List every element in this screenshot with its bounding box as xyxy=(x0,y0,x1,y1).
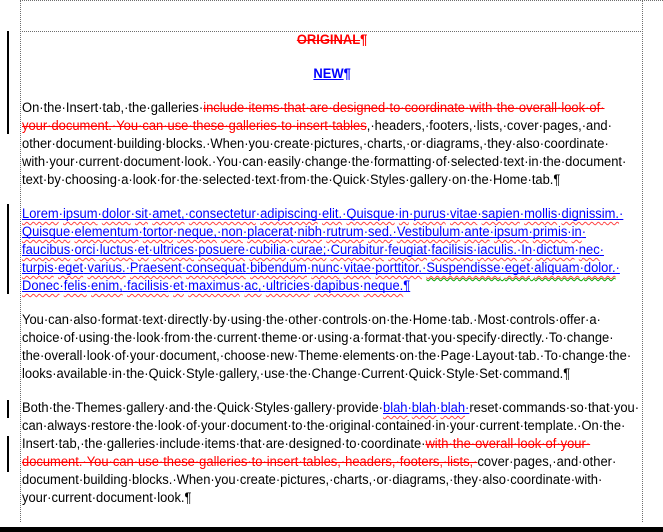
text-run: Curabitur xyxy=(330,242,384,258)
text-run: Quisque xyxy=(346,206,395,222)
text-run: non xyxy=(221,224,243,240)
text-run: Both·the·Themes·gallery·and·the·Quick·Styles·gallery·provide· xyxy=(22,400,383,416)
text-run: Lorem·ipsum·dolor·sit·amet,·consectetur·adipiscing·elit.·Quisque·in·purus·vitae·sapien·mollis·dignissim.· xyxy=(22,206,624,222)
text-run: include·items·that·are·designed·to·coordinate·with·the·overall·look·of· xyxy=(203,100,605,116)
text-run: ante xyxy=(464,224,490,240)
text-run: vitae xyxy=(450,206,478,222)
text-run: Donec xyxy=(22,278,60,294)
change-bar xyxy=(7,400,9,418)
text-run: ¶ xyxy=(360,32,368,48)
text-run: in xyxy=(398,206,410,222)
text-run: NEW xyxy=(313,66,344,82)
heading-original[interactable] xyxy=(22,31,642,49)
text-run: eget xyxy=(504,260,530,276)
text-run: elit. xyxy=(321,206,343,222)
text-run: rutrum xyxy=(326,224,364,240)
text-run: iaculis. xyxy=(477,242,517,258)
text-run: your·current·document·look. xyxy=(22,490,185,506)
text-run: posuere xyxy=(198,242,246,258)
text-run: maximus xyxy=(188,278,240,294)
text-run: document·building·blocks.·When·you·create·pictures,·charts,·or·diagrams,·they·also·coordinate·with· xyxy=(22,472,603,488)
document-text xyxy=(22,31,642,523)
text-run: ac, xyxy=(244,278,262,294)
text-run: Suspendisse xyxy=(426,260,501,276)
text-run: blah xyxy=(440,400,466,416)
text-run: nibh xyxy=(297,224,323,240)
text-run: orci xyxy=(74,242,96,258)
text-run: consequat xyxy=(186,260,246,276)
text-run: dolor. xyxy=(583,260,616,276)
text-run: facilisis xyxy=(127,278,169,294)
text-run: · xyxy=(615,260,620,276)
text-boundary-left xyxy=(20,0,21,522)
paragraph-format-text[interactable] xyxy=(22,311,642,383)
text-run: aliquam xyxy=(534,260,580,276)
text-run: Lorem xyxy=(22,206,59,222)
text-run: ipsum xyxy=(62,206,98,222)
paragraph-insert-tab[interactable] xyxy=(22,99,642,189)
text-run: purus xyxy=(413,206,446,222)
text-run: faucibus xyxy=(22,242,71,258)
text-run: ORIGINAL xyxy=(296,32,361,48)
text-run: ¶ xyxy=(343,66,351,82)
text-run: in xyxy=(571,224,582,240)
text-run: dolor xyxy=(101,206,131,222)
heading-new[interactable] xyxy=(22,65,642,83)
text-run: facilisis xyxy=(431,242,474,258)
text-run: consectetur xyxy=(188,206,256,222)
text-run: dignissim. xyxy=(561,206,620,222)
text-run: your·document.·You·can·use·these·galleries·to·insert·tables xyxy=(22,118,367,134)
text-run: can·always·restore·the·look·of·your·document·to·the·original·contained·in·your·current·template.·On·the· xyxy=(22,418,626,434)
text-run: text·by·choosing·a·look·for·the·selected·text·from·the·Quick·Styles·gallery·on·the·Home·tab. xyxy=(22,172,554,188)
text-run: On·the·Insert·tab,·the·galleries· xyxy=(22,100,204,116)
text-run: Donec·felis·enim,·facilisis·et·maximus·ac,·ultricies·dapibus·neque. xyxy=(22,278,404,294)
text-run: ultrices xyxy=(152,242,194,258)
text-run: sed. xyxy=(368,224,393,240)
text-run: et xyxy=(137,242,149,258)
text-run: amet, xyxy=(152,206,185,222)
text-run: tortor xyxy=(142,224,174,240)
text-run: primis xyxy=(532,224,568,240)
text-run: blah xyxy=(411,400,437,416)
text-run: nec xyxy=(578,242,600,258)
text-run: ¶ xyxy=(563,366,571,382)
text-run: luctus xyxy=(99,242,134,258)
text-run: dapibus xyxy=(314,278,360,294)
text-run: ¶ xyxy=(553,172,561,188)
text-run: adipiscing xyxy=(260,206,318,222)
window-bottom-edge xyxy=(0,527,663,532)
text-run: mollis xyxy=(524,206,558,222)
text-run: feugiat xyxy=(388,242,428,258)
text-run: curae; xyxy=(290,242,327,258)
text-run: neque. xyxy=(363,278,404,294)
text-run: vitae xyxy=(343,260,371,276)
text-run: looks·available·in·the·Quick·Style·gallery,·use·the·Change·Current·Quick·Style·Set·command. xyxy=(22,366,564,382)
change-bar xyxy=(7,204,9,294)
text-run: blah·blah·blah· xyxy=(382,400,470,416)
text-run: dictum xyxy=(536,242,575,258)
change-bar xyxy=(7,436,9,472)
text-run: other·document·building·blocks.·When·you·create·pictures,·charts,·or·diagrams,·they·also·coordinate· xyxy=(22,136,609,152)
text-run: cubilia xyxy=(249,242,287,258)
text-run: eget xyxy=(57,260,84,276)
text-run: turpis xyxy=(22,260,54,276)
text-run: ¶ xyxy=(184,490,192,506)
text-run xyxy=(426,260,615,276)
text-run: with·your·current·document·look.·You·can·easily·change·the·formatting·of·selected·text·in·the·document· xyxy=(22,154,627,170)
text-run: You·can·also·format·text·directly·by·using·the·other·controls·on·the·Home·tab.·Most·controls·offer·a· xyxy=(22,312,601,328)
text-run: Praesent xyxy=(129,260,182,276)
text-run: the·overall·look·of·your·document,·choose·new·Theme·elements·on·the·Page·Layout·tab.·To·change·the· xyxy=(22,348,632,364)
text-run: with·the·overall·look·of·your· xyxy=(425,436,591,452)
text-run: et xyxy=(173,278,184,294)
text-run: nunc xyxy=(311,260,340,276)
text-run: reset·commands·so·that·you· xyxy=(469,400,640,416)
text-run: cover·pages,·and·other· xyxy=(477,454,617,470)
text-run: varius. xyxy=(87,260,126,276)
text-run: ipsum xyxy=(493,224,529,240)
text-run: Suspendisse·eget·aliquam·dolor. xyxy=(426,260,616,276)
text-run: Quisque·elementum·tortor·neque,·non·placerat·nibh·rutrum·sed.·Vestibulum·ante·ipsum·primis·in· xyxy=(22,224,587,240)
text-run: neque, xyxy=(177,224,217,240)
text-run: elementum xyxy=(74,224,139,240)
text-run: choice·of·using·the·look·from·the·current·theme·or·using·a·format·that·you·specify·directly.·To·change· xyxy=(22,330,614,346)
text-run: ¶ xyxy=(403,278,411,294)
text-run: turpis·eget·varius.·Praesent·consequat·bibendum·nunc·vitae·porttitor.· xyxy=(22,260,427,276)
text-run: document.·You·can·use·these·galleries·to·insert·tables,·headers,·footers,·lists,· xyxy=(22,454,478,470)
text-run: sapien xyxy=(481,206,520,222)
paragraph-lorem-ipsum[interactable] xyxy=(22,205,642,295)
text-run: Quisque xyxy=(22,224,71,240)
text-run: blah xyxy=(382,400,408,416)
text-run: ultricies xyxy=(265,278,310,294)
text-run: ,·headers,·footers,·lists,·cover·pages,·and· xyxy=(366,118,612,134)
text-run: Vestibulum xyxy=(396,224,461,240)
text-run: enim, xyxy=(91,278,123,294)
paragraph-both-themes[interactable] xyxy=(22,399,642,507)
text-run: sit xyxy=(134,206,148,222)
text-run: faucibus·orci·luctus·et·ultrices·posuere·cubilia·curae;·Curabitur·feugiat·facilisis·iaculis.·In·dictum·nec· xyxy=(22,242,604,258)
text-run: placerat xyxy=(247,224,294,240)
text-run: In xyxy=(521,242,533,258)
text-run: porttitor. xyxy=(375,260,423,276)
text-boundary-top xyxy=(20,0,663,1)
text-run: bibendum xyxy=(250,260,307,276)
text-run: felis xyxy=(63,278,87,294)
change-bar xyxy=(7,31,9,134)
text-run: Insert·tab,·the·galleries·include·items·that·are·designed·to·coordinate· xyxy=(22,436,426,452)
